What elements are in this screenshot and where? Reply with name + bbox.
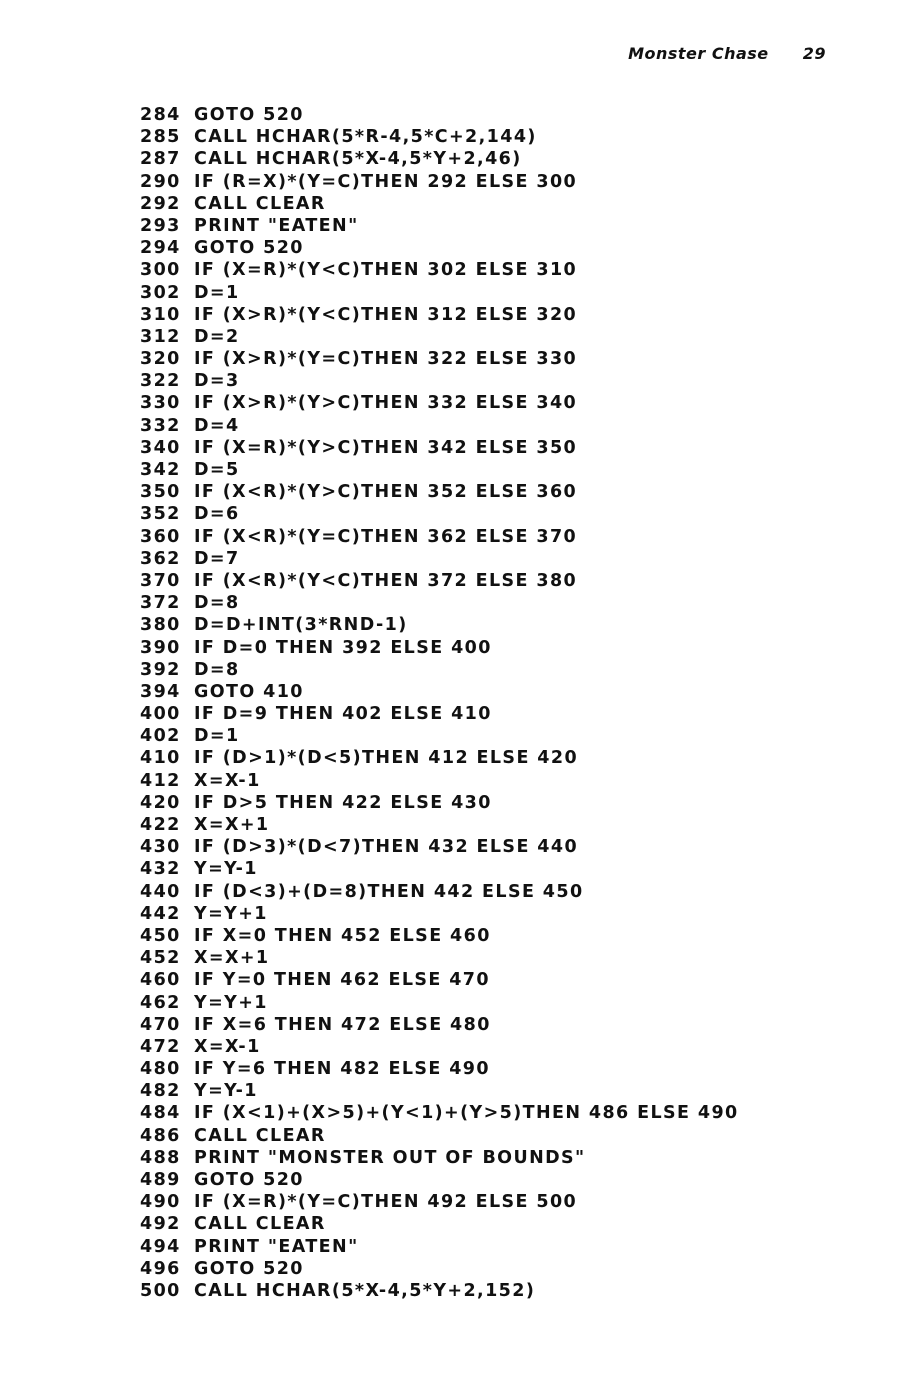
line-number: 312 — [140, 326, 181, 347]
line-number: 500 — [140, 1280, 181, 1301]
code-line — [140, 326, 840, 348]
statement: X=X-1 — [194, 1036, 261, 1057]
line-number: 480 — [140, 1059, 181, 1080]
code-line — [140, 592, 840, 614]
code-line — [140, 725, 840, 747]
line-number: 300 — [140, 260, 181, 281]
statement: IF X=0 THEN 452 ELSE 460 — [194, 925, 491, 946]
line-number: 430 — [140, 837, 181, 858]
code-line — [140, 526, 840, 548]
code-line — [140, 237, 840, 259]
statement: D=8 — [194, 659, 240, 680]
line-number: 472 — [140, 1036, 181, 1057]
line-number: 489 — [140, 1170, 181, 1190]
statement: X=X+1 — [194, 815, 270, 835]
statement: D=2 — [194, 326, 240, 347]
line-number: 496 — [140, 1258, 181, 1279]
line-number: 290 — [140, 171, 181, 192]
line-number: 400 — [140, 704, 181, 725]
statement: CALL HCHAR(5*R-4,5*C+2,144) — [194, 127, 537, 148]
statement: IF (X>R)*(Y<C)THEN 312 ELSE 320 — [194, 304, 578, 325]
line-number: 380 — [140, 615, 181, 636]
statement: D=D+INT(3*RND-1) — [194, 615, 408, 636]
code-line — [140, 570, 840, 592]
code-line — [140, 614, 840, 636]
code-line — [140, 925, 840, 947]
code-line — [140, 836, 840, 858]
code-line — [140, 193, 840, 215]
line-number: 482 — [140, 1081, 181, 1102]
statement: PRINT "EATEN" — [194, 1236, 359, 1257]
code-line — [140, 747, 840, 769]
statement: D=7 — [194, 548, 240, 569]
statement: IF (X>R)*(Y>C)THEN 332 ELSE 340 — [194, 393, 578, 414]
line-number: 440 — [140, 881, 181, 902]
line-number: 302 — [140, 282, 181, 303]
statement: IF (X=R)*(Y<C)THEN 302 ELSE 310 — [194, 260, 578, 281]
line-number: 486 — [140, 1125, 181, 1146]
statement: IF X=6 THEN 472 ELSE 480 — [194, 1014, 491, 1035]
code-line — [140, 348, 840, 370]
line-number: 460 — [140, 970, 181, 991]
code-line — [140, 703, 840, 725]
statement: CALL HCHAR(5*X-4,5*Y+2,152) — [194, 1280, 536, 1301]
statement: CALL CLEAR — [194, 193, 326, 214]
code-line — [140, 770, 840, 792]
code-line — [140, 437, 840, 459]
code-line — [140, 548, 840, 570]
statement: X=X-1 — [194, 770, 261, 791]
statement: IF (D<3)+(D=8)THEN 442 ELSE 450 — [194, 881, 584, 902]
chapter-title: Monster Chase — [628, 44, 769, 63]
statement: IF Y=0 THEN 462 ELSE 470 — [194, 970, 490, 991]
code-line — [140, 459, 840, 481]
line-number: 402 — [140, 726, 181, 747]
page-number: 29 — [802, 44, 826, 63]
code-line — [140, 148, 840, 170]
code-line — [140, 171, 840, 193]
line-number: 320 — [140, 349, 181, 370]
code-line — [140, 992, 840, 1014]
code-line — [140, 1102, 840, 1124]
code-line — [140, 104, 840, 126]
statement: D=6 — [194, 504, 240, 525]
line-number: 470 — [140, 1014, 181, 1035]
statement: D=5 — [194, 460, 240, 480]
line-number: 394 — [140, 681, 181, 702]
code-line — [140, 370, 840, 392]
statement: IF (D>1)*(D<5)THEN 412 ELSE 420 — [194, 748, 579, 769]
line-number: 432 — [140, 859, 181, 880]
statement: CALL CLEAR — [194, 1125, 326, 1146]
line-number: 292 — [140, 193, 181, 214]
statement: IF (X<R)*(Y<C)THEN 372 ELSE 380 — [194, 570, 578, 591]
statement: PRINT "EATEN" — [194, 215, 359, 236]
code-line — [140, 1125, 840, 1147]
statement: IF (X=R)*(Y=C)THEN 492 ELSE 500 — [194, 1192, 578, 1213]
statement: IF D>5 THEN 422 ELSE 430 — [194, 792, 492, 813]
line-number: 370 — [140, 570, 181, 591]
statement: IF D=0 THEN 392 ELSE 400 — [194, 637, 492, 658]
code-line — [140, 304, 840, 326]
line-number: 494 — [140, 1236, 181, 1257]
statement: Y=Y+1 — [194, 903, 268, 924]
code-line — [140, 215, 840, 237]
code-line — [140, 1169, 840, 1191]
statement: D=3 — [194, 371, 240, 392]
statement: D=4 — [194, 415, 240, 436]
code-line — [140, 392, 840, 414]
line-number: 310 — [140, 304, 181, 325]
line-number: 372 — [140, 593, 181, 614]
code-line — [140, 1147, 840, 1169]
statement: GOTO 520 — [194, 1170, 304, 1190]
line-number: 420 — [140, 792, 181, 813]
code-line — [140, 259, 840, 281]
line-number: 492 — [140, 1214, 181, 1235]
line-number: 410 — [140, 748, 181, 769]
line-number: 452 — [140, 948, 181, 969]
statement: IF (X<R)*(Y>C)THEN 352 ELSE 360 — [194, 482, 578, 503]
line-number: 412 — [140, 770, 181, 791]
line-number: 442 — [140, 903, 181, 924]
line-number: 294 — [140, 238, 181, 259]
statement: GOTO 520 — [194, 105, 304, 125]
code-line — [140, 481, 840, 503]
code-line — [140, 659, 840, 681]
line-number: 490 — [140, 1192, 181, 1213]
line-number: 330 — [140, 393, 181, 414]
statement: GOTO 520 — [194, 238, 304, 259]
code-line — [140, 1258, 840, 1280]
code-line — [140, 282, 840, 304]
statement: D=8 — [194, 593, 240, 614]
code-line — [140, 1014, 840, 1036]
line-number: 390 — [140, 637, 181, 658]
statement: CALL CLEAR — [194, 1214, 326, 1235]
code-line — [140, 947, 840, 969]
code-line — [140, 637, 840, 659]
code-line — [140, 881, 840, 903]
statement: IF (X=R)*(Y>C)THEN 342 ELSE 350 — [194, 437, 578, 458]
line-number: 332 — [140, 415, 181, 436]
statement: CALL HCHAR(5*X-4,5*Y+2,46) — [194, 149, 522, 170]
line-number: 360 — [140, 526, 181, 547]
statement: D=1 — [194, 282, 240, 303]
code-line — [140, 1191, 840, 1213]
statement: GOTO 520 — [194, 1258, 304, 1279]
line-number: 392 — [140, 659, 181, 680]
code-line — [140, 1213, 840, 1235]
statement: IF D=9 THEN 402 ELSE 410 — [194, 704, 492, 725]
line-number: 340 — [140, 437, 181, 458]
statement: PRINT "MONSTER OUT OF BOUNDS" — [194, 1147, 586, 1168]
code-line — [140, 681, 840, 703]
statement: IF (R=X)*(Y=C)THEN 292 ELSE 300 — [194, 171, 578, 192]
line-number: 285 — [140, 127, 181, 148]
statement: IF Y=6 THEN 482 ELSE 490 — [194, 1059, 490, 1080]
statement: Y=Y-1 — [194, 1081, 258, 1102]
code-line — [140, 814, 840, 836]
running-head — [628, 44, 826, 63]
statement: Y=Y+1 — [194, 992, 268, 1013]
line-number: 322 — [140, 371, 181, 392]
line-number: 293 — [140, 215, 181, 236]
line-number: 422 — [140, 815, 181, 835]
code-line — [140, 503, 840, 525]
statement: IF (X<R)*(Y=C)THEN 362 ELSE 370 — [194, 526, 578, 547]
code-line — [140, 1058, 840, 1080]
line-number: 450 — [140, 925, 181, 946]
statement: X=X+1 — [194, 948, 270, 969]
line-number: 488 — [140, 1147, 181, 1168]
line-number: 352 — [140, 504, 181, 525]
code-line — [140, 1080, 840, 1102]
code-line — [140, 1036, 840, 1058]
code-line — [140, 969, 840, 991]
code-line — [140, 792, 840, 814]
line-number: 342 — [140, 460, 181, 480]
code-line — [140, 126, 840, 148]
code-line — [140, 903, 840, 925]
line-number: 362 — [140, 548, 181, 569]
line-number: 462 — [140, 992, 181, 1013]
statement: GOTO 410 — [194, 681, 304, 702]
code-line — [140, 1236, 840, 1258]
code-line — [140, 858, 840, 880]
code-line — [140, 1280, 840, 1302]
line-number: 287 — [140, 149, 181, 170]
statement: IF (D>3)*(D<7)THEN 432 ELSE 440 — [194, 837, 579, 858]
basic-program-listing — [140, 104, 840, 1302]
code-line — [140, 415, 840, 437]
line-number: 284 — [140, 105, 181, 125]
statement: Y=Y-1 — [194, 859, 258, 880]
statement: D=1 — [194, 726, 240, 747]
line-number: 484 — [140, 1103, 181, 1124]
statement: IF (X>R)*(Y=C)THEN 322 ELSE 330 — [194, 349, 578, 370]
statement: IF (X<1)+(X>5)+(Y<1)+(Y>5)THEN 486 ELSE 490 — [194, 1103, 739, 1124]
line-number: 350 — [140, 482, 181, 503]
